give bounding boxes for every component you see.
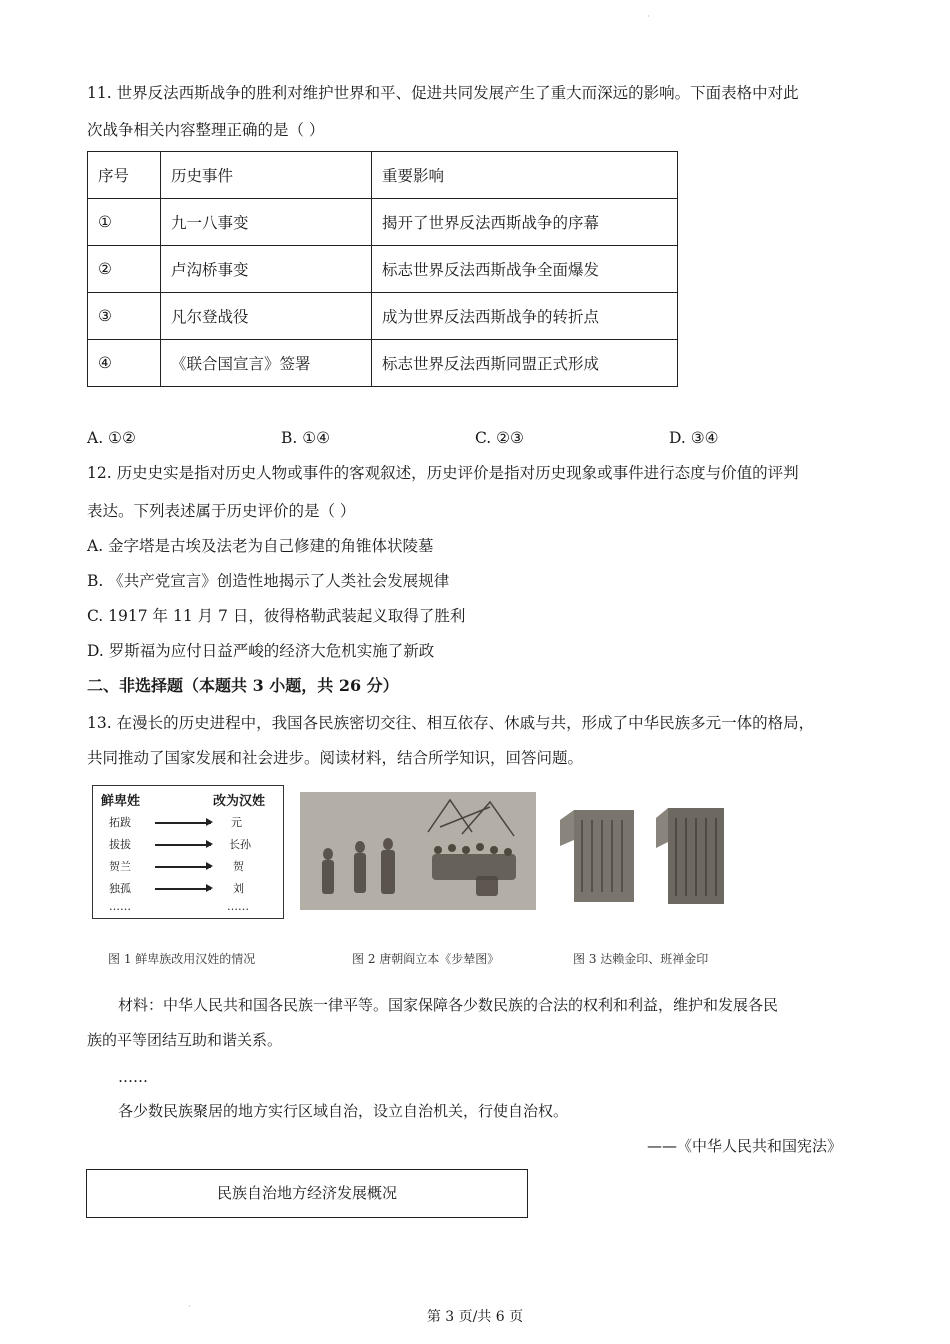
q11-table bbox=[87, 151, 678, 387]
fig1-xianbei-surname: 独孤 bbox=[109, 882, 131, 895]
material-ellipsis: …… bbox=[118, 1068, 148, 1086]
arrow-right-icon bbox=[155, 822, 211, 824]
q11-stem-line1: 11. 世界反法西斯战争的胜利对维护世界和平、促进共同发展产生了重大而深远的影响。下面表格中对此 bbox=[87, 84, 799, 102]
table-header-cell: 重要影响 bbox=[372, 152, 678, 199]
table-cell: ③ bbox=[88, 293, 161, 340]
fig1-xianbei-surname: 贺兰 bbox=[109, 860, 131, 873]
page-footer: 第 3 页/共 6 页 bbox=[426, 1309, 524, 1325]
q13-stem-line2: 共同推动了国家发展和社会进步。阅读材料，结合所学知识，回答问题。 bbox=[87, 749, 584, 767]
fig1-header-xianbei: 鲜卑姓 bbox=[101, 794, 141, 809]
table-cell: ④ bbox=[88, 340, 161, 387]
page-mark: · bbox=[647, 12, 650, 21]
material-line3: 各少数民族聚居的地方实行区域自治，设立自治机关，行使自治权。 bbox=[118, 1102, 569, 1120]
figure-2-painting-image bbox=[300, 792, 536, 910]
footer-mark: · bbox=[188, 1302, 191, 1311]
material-line1: 材料：中华人民共和国各民族一律平等。国家保障各少数民族的合法的权利和利益，维护和发展各民 bbox=[118, 996, 779, 1014]
q11-option-a[interactable]: A. ①② bbox=[87, 429, 136, 447]
q12-option-a[interactable]: A. 金字塔是古埃及法老为自己修建的角锥体状陵墓 bbox=[87, 537, 434, 555]
figure-2-caption: 图 2 唐朝阎立本《步辇图》 bbox=[352, 952, 500, 966]
fig1-ellipsis-right: …… bbox=[227, 900, 249, 913]
fig1-han-surname: 元 bbox=[231, 816, 242, 829]
figure-1-caption: 图 1 鲜卑族改用汉姓的情况 bbox=[108, 952, 256, 966]
fig1-han-surname: 刘 bbox=[233, 882, 244, 895]
box-title: 民族自治地方经济发展概况 bbox=[216, 1184, 397, 1202]
q12-stem-line1: 12. 历史史实是指对历史人物或事件的客观叙述，历史评价是指对历史现象或事件进行态度与价值的评判 bbox=[87, 464, 799, 482]
table-cell: 卢沟桥事变 bbox=[161, 246, 372, 293]
table-cell: 凡尔登战役 bbox=[161, 293, 372, 340]
fig1-ellipsis-left: …… bbox=[109, 900, 131, 913]
table-cell: ② bbox=[88, 246, 161, 293]
table-cell: 《联合国宣言》签署 bbox=[161, 340, 372, 387]
q11-option-d[interactable]: D. ③④ bbox=[669, 429, 719, 447]
fig1-xianbei-surname: 拔拔 bbox=[109, 838, 131, 851]
fig1-han-surname: 长孙 bbox=[229, 838, 251, 851]
table-cell: 成为世界反法西斯战争的转折点 bbox=[372, 293, 678, 340]
q13-stem-line1: 13. 在漫长的历史进程中，我国各民族密切交往、相互依存、休戚与共，形成了中华民族多元一体的格局， bbox=[87, 714, 815, 732]
fig1-han-surname: 贺 bbox=[233, 860, 244, 873]
material-source: ——《中华人民共和国宪法》 bbox=[647, 1137, 843, 1155]
figure-3-seals-image bbox=[552, 792, 730, 910]
figure-1-surname-table bbox=[92, 785, 284, 919]
table-cell: ① bbox=[88, 199, 161, 246]
table-row bbox=[88, 340, 678, 387]
q12-option-d[interactable]: D. 罗斯福为应付日益严峻的经济大危机实施了新政 bbox=[87, 642, 435, 660]
table-cell: 标志世界反法西斯同盟正式形成 bbox=[372, 340, 678, 387]
table-header-row bbox=[88, 152, 678, 199]
table-header-cell: 序号 bbox=[88, 152, 161, 199]
arrow-right-icon bbox=[155, 844, 211, 846]
table-cell: 揭开了世界反法西斯战争的序幕 bbox=[372, 199, 678, 246]
table-row bbox=[88, 199, 678, 246]
table-row bbox=[88, 246, 678, 293]
table-cell: 标志世界反法西斯战争全面爆发 bbox=[372, 246, 678, 293]
arrow-right-icon bbox=[155, 866, 211, 868]
figure-3-caption: 图 3 达赖金印、班禅金印 bbox=[573, 952, 709, 966]
fig1-xianbei-surname: 拓跋 bbox=[109, 816, 131, 829]
section2-title: 二、非选择题（本题共 3 小题，共 26 分） bbox=[87, 676, 399, 695]
q12-option-b[interactable]: B. 《共产党宣言》创造性地揭示了人类社会发展规律 bbox=[87, 572, 450, 590]
q12-stem-line2: 表达。下列表述属于历史评价的是（ ） bbox=[87, 502, 356, 520]
q11-option-c[interactable]: C. ②③ bbox=[475, 429, 524, 447]
q11-option-b[interactable]: B. ①④ bbox=[281, 429, 331, 447]
autonomous-region-box bbox=[86, 1169, 528, 1218]
table-row bbox=[88, 293, 678, 340]
q11-stem-line2: 次战争相关内容整理正确的是（ ） bbox=[87, 121, 325, 139]
arrow-right-icon bbox=[155, 888, 211, 890]
q12-option-c[interactable]: C. 1917 年 11 月 7 日，彼得格勒武装起义取得了胜利 bbox=[87, 607, 466, 625]
fig1-header-han: 改为汉姓 bbox=[213, 794, 266, 809]
material-line2: 族的平等团结互助和谐关系。 bbox=[87, 1031, 283, 1049]
table-cell: 九一八事变 bbox=[161, 199, 372, 246]
table-header-cell: 历史事件 bbox=[161, 152, 372, 199]
